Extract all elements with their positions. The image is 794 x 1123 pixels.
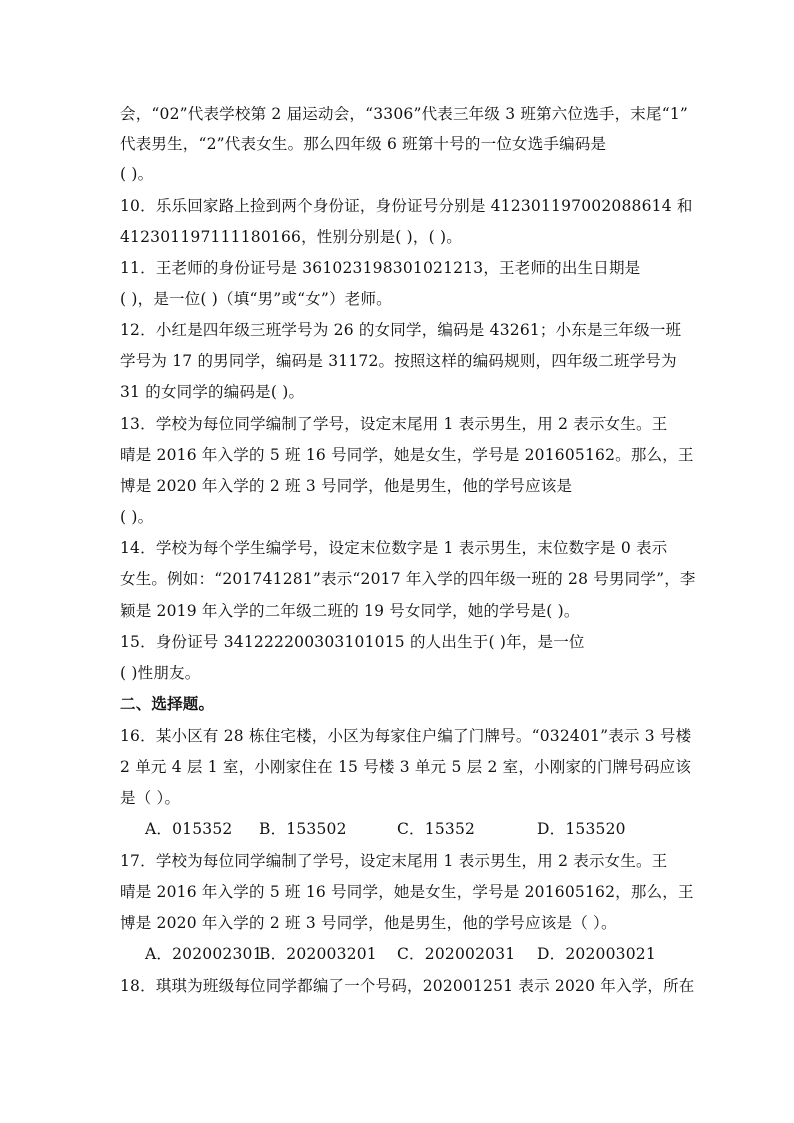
answer-blank-line: ( )。 [120, 508, 154, 526]
q17-options [120, 943, 680, 965]
text-line: ( )，是一位( )（填“男”或“女”）老师。 [120, 290, 392, 308]
question-16: 16．某小区有 28 栋住宅楼，小区为每家住户编了门牌号。“032401”表示 3 号楼 [120, 727, 692, 745]
option-a: A．015352 [145, 820, 233, 838]
question-10: 10．乐乐回家路上捡到两个身份证，身份证号分别是 412301197002088614 和 [120, 197, 693, 215]
question-13: 13．学校为每位同学编制了学号，设定末尾用 1 表示男生，用 2 表示女生。王 [120, 415, 668, 433]
text-line: 31 的女同学的编码是( )。 [120, 383, 305, 401]
question-12: 12．小红是四年级三班学号为 26 的女同学，编码是 43261；小东是三年级一班 [120, 321, 682, 339]
q16-options [120, 818, 680, 840]
question-14: 14．学校为每个学生编学号，设定末位数字是 1 表示男生，末位数字是 0 表示 [120, 539, 668, 557]
text-line: ( )性朋友。 [120, 664, 201, 682]
text-line: 博是 2020 年入学的 2 班 3 号同学，他是男生，他的学号应该是 [120, 477, 573, 495]
option-b: B．202003201 [259, 945, 377, 963]
text-line: 颖是 2019 年入学的二年级二班的 19 号女同学，她的学号是( )。 [120, 602, 580, 620]
question-11: 11．王老师的身份证号是 361023198301021213，王老师的出生日期是 [120, 259, 641, 277]
question-18: 18．琪琪为班级每位同学都编了一个号码，202001251 表示 2020 年入学，所在 [120, 977, 695, 995]
text-line: 晴是 2016 年入学的 5 班 16 号同学，她是女生，学号是 201605162。那么，王 [120, 446, 694, 464]
text-line: 代表男生，“2”代表女生。那么四年级 6 班第十号的一位女选手编码是 [120, 135, 607, 153]
text-line: 会，“02”代表学校第 2 届运动会，“3306”代表三年级 3 班第六位选手，末尾“1” [120, 105, 689, 123]
text-line: 2 单元 4 层 1 室，小刚家住在 15 号楼 3 单元 5 层 2 室，小刚家的门牌号码应该 [120, 758, 692, 776]
text-line: 晴是 2016 年入学的 5 班 16 号同学，她是女生，学号是 201605162，那么，王 [120, 883, 694, 901]
option-b: B．153502 [259, 820, 347, 838]
option-a: A．202002301 [145, 945, 263, 963]
question-15: 15．身份证号 341222200303101015 的人出生于( )年，是一位 [120, 633, 585, 651]
text-line: 女生。例如：“201741281”表示“2017 年入学的四年级一班的 28 号男同学”，李 [120, 570, 696, 588]
section-heading: 二、选择题。 [120, 694, 215, 713]
option-d: D．153520 [537, 820, 626, 838]
text-line: 412301197111180166，性别分别是( )，( )。 [120, 228, 462, 246]
text-line: 博是 2020 年入学的 2 班 3 号同学，他是男生，他的学号应该是（ ）。 [120, 914, 617, 932]
question-17: 17．学校为每位同学编制了学号，设定末尾用 1 表示男生，用 2 表示女生。王 [120, 852, 668, 870]
option-c: C．15352 [397, 820, 476, 838]
text-line: 学号为 17 的男同学，编码是 31172。按照这样的编码规则，四年级二班学号为 [120, 352, 677, 370]
option-c: C．202002031 [397, 945, 516, 963]
option-d: D．202003021 [537, 945, 656, 963]
answer-blank-line: ( )。 [120, 165, 154, 183]
text-line: 是（ ）。 [120, 789, 181, 807]
